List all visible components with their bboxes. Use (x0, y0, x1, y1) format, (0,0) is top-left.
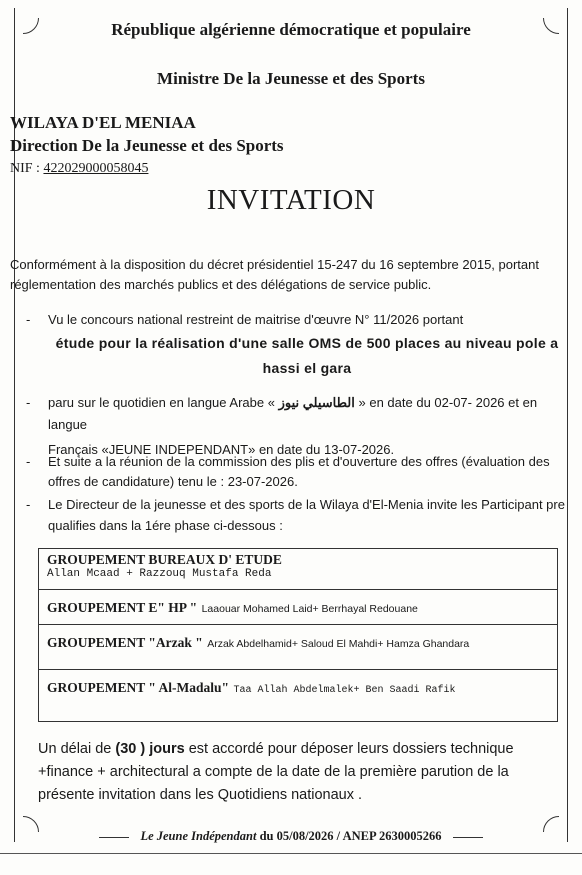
footer-newspaper: Le Jeune Indépendant (140, 829, 257, 843)
bottom-rule (0, 853, 582, 854)
publication-footer (0, 829, 582, 844)
table-row (39, 590, 557, 625)
wilaya-name: WILAYA D'EL MENIAA (10, 113, 196, 132)
group-members: Arzak Abdelhamid+ Saloud El Mahdi+ Hamza Ghandara (207, 638, 470, 650)
group-label: GROUPEMENT "Arzak " (47, 635, 203, 650)
bullet-contest: - Vu le concours national restreint de maitrise d'œuvre N° 11/2026 portant étude pour la réalisation d'une salle OMS de 500 places au niveau pole a hassi el gara (26, 309, 566, 381)
nif-line (10, 161, 148, 177)
bullet-invite-text: Le Directeur de la jeunesse et des sports de la Wilaya d'El-Menia invite les Participant pre qualifies dans la 1ére phase ci-dessous : (48, 497, 565, 533)
project-subject-line2: hassi el gara (262, 360, 352, 376)
bullet-invite: - Le Directeur de la jeunesse et des sports de la Wilaya d'El-Menia invite les Participant pre qualifies dans la 1ére phase ci-dessous : (26, 494, 566, 536)
group-members: Allan Mcaad + Razzouq Mustafa Reda (47, 568, 272, 580)
page-title: INVITATION (206, 184, 376, 216)
direction-name: Direction De la Jeunesse et des Sports (10, 136, 284, 155)
republic-header: République algérienne démocratique et populaire (111, 20, 471, 39)
group-members: Laaouar Mohamed Laid+ Berrhayal Redouane (201, 603, 418, 615)
group-label: GROUPEMENT BUREAUX D' ETUDE (47, 552, 282, 567)
publication-french: Français «JEUNE INDEPENDANT» en date du 13-07-2026. (48, 442, 395, 457)
deadline-text: est accordé pour déposer leurs dossiers technique +finance + architectural a compte de la date de la première parution de la présente invitation dans les Quotidiens nationaux . (38, 741, 514, 803)
table-row (39, 549, 557, 590)
group-label: GROUPEMENT E" HP " (47, 600, 198, 615)
group-members: Taa Allah Abdelmalek+ Ben Saadi Rafik (233, 685, 456, 696)
nif-value: 422029000058045 (43, 161, 149, 176)
publication-arabic-prefix: paru sur le quotidien en langue Arabe « (48, 395, 275, 410)
publication-arabic-date: » en date du 02-07- 2026 et en langue (48, 395, 538, 432)
table-row (39, 625, 557, 670)
deadline-days: (30 ) jours (115, 741, 185, 757)
groups-table (38, 548, 558, 722)
nif-label: NIF : (10, 161, 40, 176)
deadline-paragraph (38, 738, 558, 807)
bullet-commission-text: Et suite a la réunion de la commission des plis et d'ouverture des offres (évaluation des offres de candidature) tenu le : 23-07-2026. (48, 454, 550, 489)
deadline-intro: Un délai de (38, 741, 112, 757)
footer-details: du 05/08/2026 / ANEP 2630005266 (259, 829, 442, 843)
bullet-commission: - Et suite a la réunion de la commission des plis et d'ouverture des offres (évaluation des offres de candidature) tenu le : 23-07-2026. (26, 452, 566, 492)
intro-paragraph: Conformément à la disposition du décret présidentiel 15-247 du 16 septembre 2015, portant réglementation des marchés publics et des délégations de service public. (10, 257, 539, 292)
project-subject-line1: étude pour la réalisation d'une salle OMS de 500 places au niveau pole a (55, 335, 559, 351)
group-label: GROUPEMENT " Al-Madalu" (47, 680, 230, 695)
ministry-header: Ministre De la Jeunesse et des Sports (157, 69, 425, 88)
bullet-contest-text: Vu le concours national restreint de maitrise d'œuvre N° 11/2026 portant (48, 312, 464, 327)
bullet-publication: - paru sur le quotidien en langue Arabe « الطاسيلي نيوز » en date du 02-07- 2026 et en langue Français «JEUNE INDEPENDANT» en date du 13-07-2026. (26, 392, 566, 461)
table-row (39, 670, 557, 720)
arabic-newspaper-name: الطاسيلي نيوز (278, 395, 355, 410)
